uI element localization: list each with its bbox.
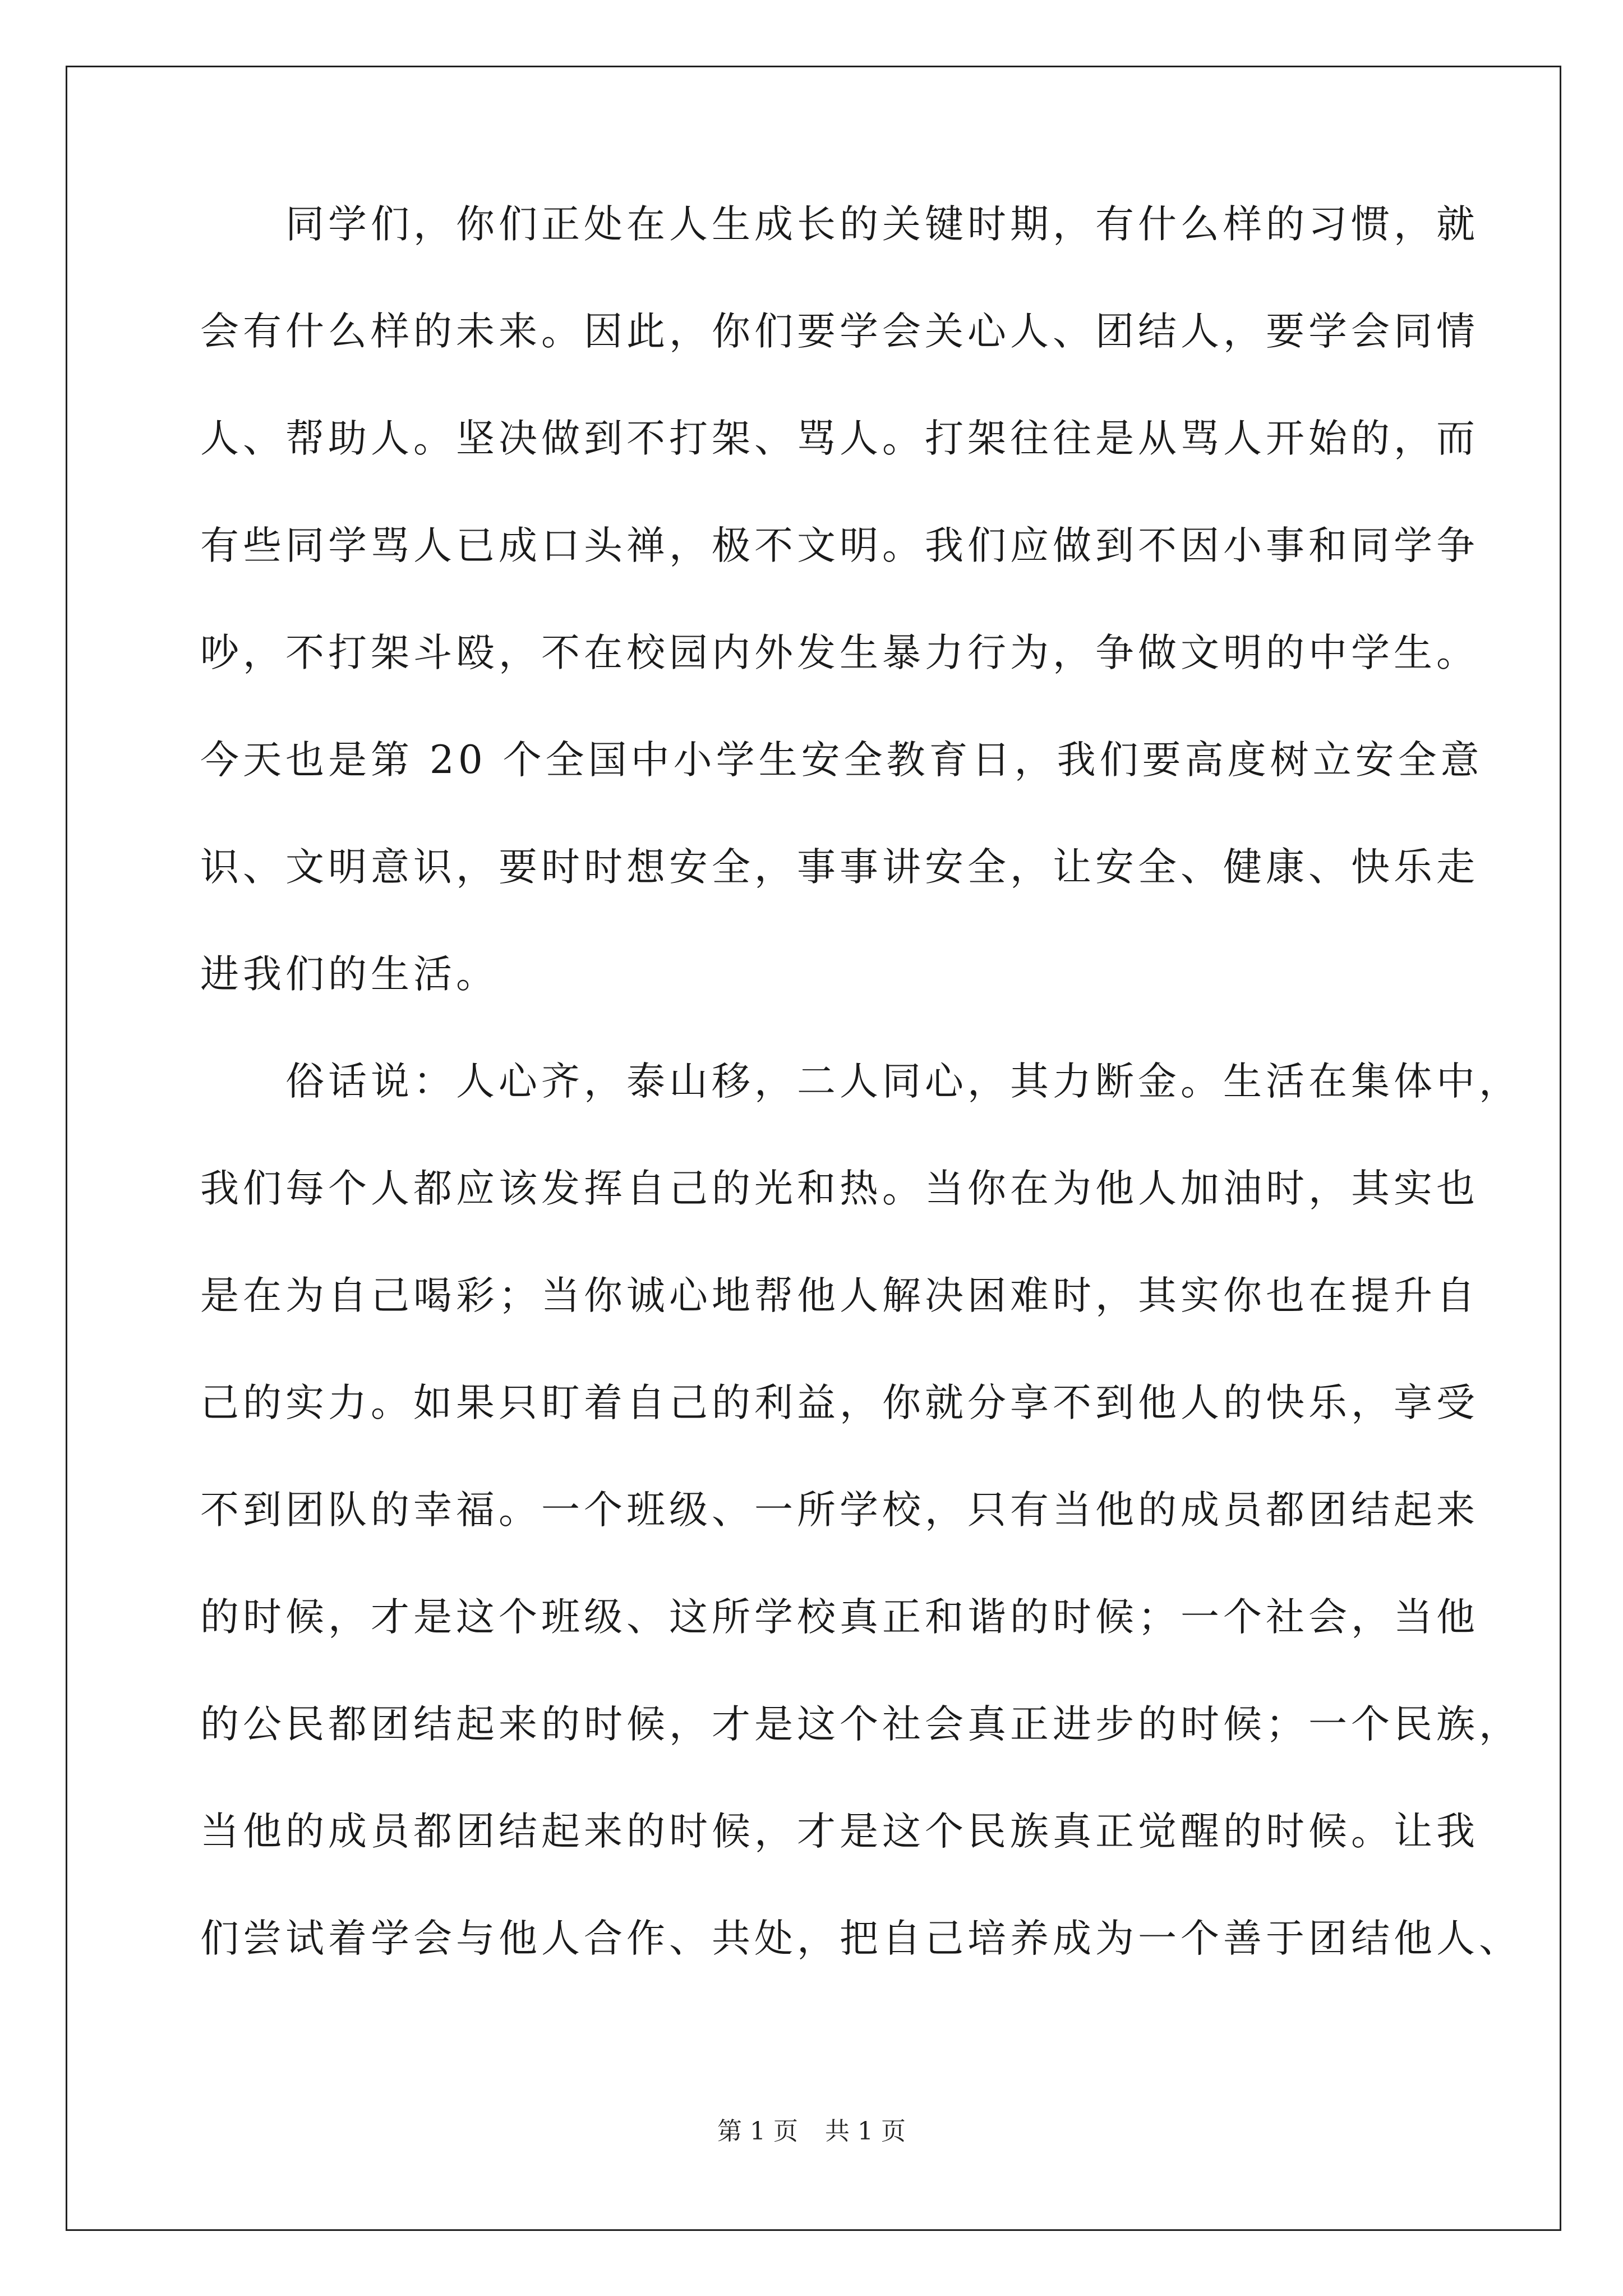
text-line: 不到团队的幸福。一个班级、一所学校，只有当他的成员都团结起来 [200,1488,1479,1533]
text-line: 有些同学骂人已成口头禅，极不文明。我们应做到不因小事和同学争 [200,523,1479,568]
text-line: 识、文明意识，要时时想安全，事事讲安全，让安全、健康、快乐走 [200,845,1479,890]
text-line: 吵，不打架斗殴，不在校园内外发生暴力行为，争做文明的中学生。 [200,631,1479,675]
text-line: 人、帮助人。坚决做到不打架、骂人。打架往往是从骂人开始的，而 [200,416,1479,461]
text-line: 是在为自己喝彩；当你诚心地帮他人解决困难时，其实你也在提升自 [200,1273,1479,1318]
text-line: 的公民都团结起来的时候，才是这个社会真正进步的时候；一个民族， [200,1702,1521,1747]
text-line: 会有什么样的未来。因此，你们要学会关心人、团结人，要学会同情 [200,309,1479,354]
text-line: 当他的成员都团结起来的时候，才是这个民族真正觉醒的时候。让我 [200,1809,1479,1854]
text-line: 的时候，才是这个班级、这所学校真正和谐的时候；一个社会，当他 [200,1595,1479,1640]
page-total: 共 1 页 [825,2117,906,2146]
text-line: 们尝试着学会与他人合作、共处，把自己培养成为一个善于团结他人、 [200,1916,1521,1961]
text-line: 同学们，你们正处在人生成长的关键时期，有什么样的习惯，就 [200,202,1479,247]
text-line: 我们每个人都应该发挥自己的光和热。当你在为他人加油时，其实也 [200,1166,1479,1211]
text-line: 今天也是第 20 个全国中小学生安全教育日，我们要高度树立安全意 [200,738,1483,783]
text-line: 俗话说：人心齐，泰山移，二人同心，其力断金。生活在集体中， [200,1059,1521,1104]
text-line: 进我们的生活。 [200,952,499,997]
document-body [200,202,1521,2029]
page-number: 第 1 页 [717,2117,798,2146]
page-footer [0,2118,1623,2146]
text-line: 己的实力。如果只盯着自己的利益，你就分享不到他人的快乐，享受 [200,1381,1479,1425]
